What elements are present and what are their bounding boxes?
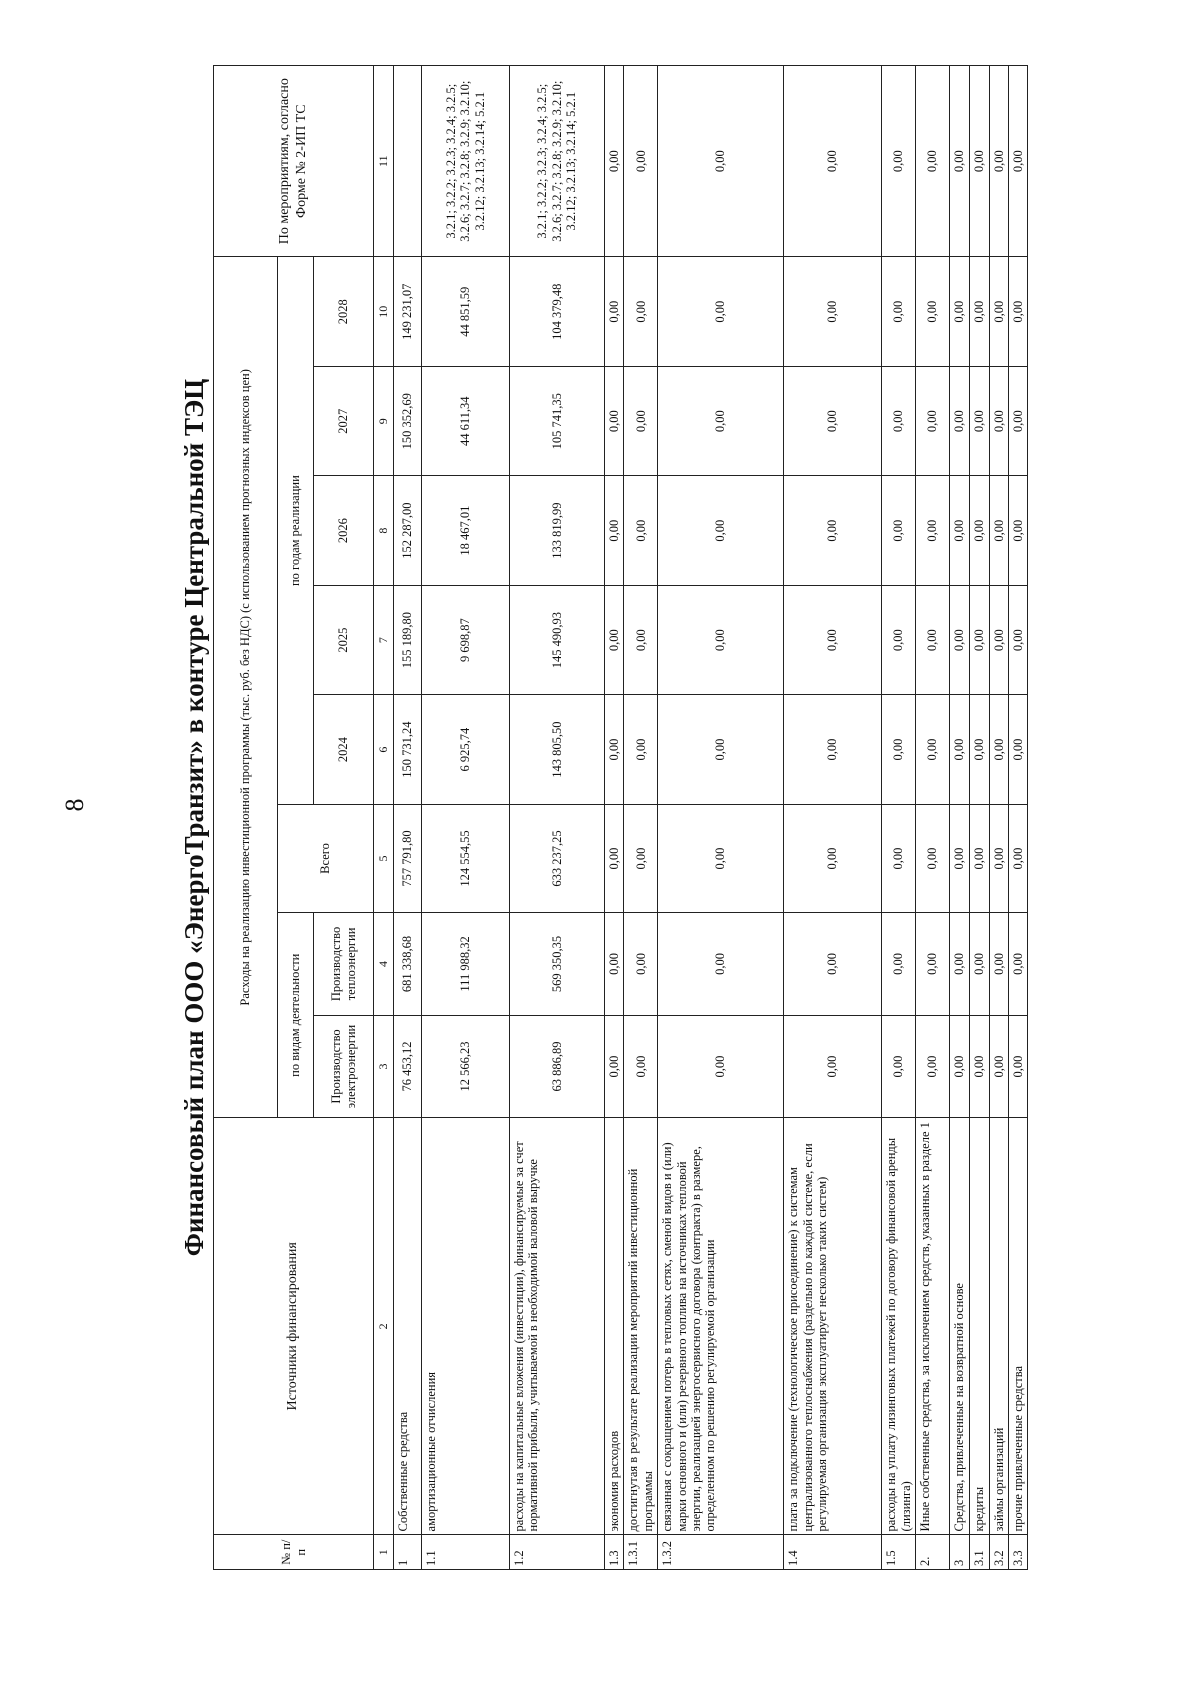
row-value: 150 352,69 [394,366,422,475]
landscape-page [175,65,1065,1570]
column-number: 3 [374,1015,394,1118]
row-value: 0,00 [950,913,970,1016]
row-value: 757 791,80 [394,804,422,912]
row-number: 3.1 [970,1535,989,1570]
row-value: 0,00 [784,695,882,804]
row-value: 0,00 [950,476,970,585]
row-value: 0,00 [989,804,1008,912]
financial-plan-table [213,65,1028,1570]
row-value: 0,00 [605,913,624,1016]
header-row-1 [214,66,278,1570]
row-value: 104 379,48 [510,257,605,367]
row-measures: 0,00 [970,66,989,257]
column-number: 1 [374,1535,394,1570]
row-value: 0,00 [882,804,916,912]
header-year: 2026 [314,476,374,585]
row-value: 633 237,25 [510,804,605,912]
row-value: 0,00 [605,257,624,367]
row-value: 0,00 [916,257,950,367]
row-value: 0,00 [624,585,658,694]
row-value: 149 231,07 [394,257,422,367]
row-value: 0,00 [1008,1015,1027,1118]
row-measures: 0,00 [784,66,882,257]
row-value: 0,00 [784,476,882,585]
row-value: 0,00 [989,476,1008,585]
row-value: 0,00 [1008,257,1027,367]
table-row [784,66,882,1570]
column-number-row [374,66,394,1570]
row-value: 0,00 [916,913,950,1016]
row-value: 0,00 [970,695,989,804]
table-row [605,66,624,1570]
row-source-name: экономия расходов [605,1118,624,1535]
row-number: 1.4 [784,1535,882,1570]
row-value: 0,00 [882,913,916,1016]
row-value: 0,00 [950,585,970,694]
row-value: 0,00 [882,257,916,367]
row-number: 3.3 [1008,1535,1027,1570]
column-number: 8 [374,476,394,585]
row-value: 0,00 [916,476,950,585]
row-value: 9 698,87 [422,585,510,694]
header-total: Всего [278,804,374,912]
row-value: 0,00 [658,695,784,804]
row-source-name: займы организаций [989,1118,1008,1535]
row-value: 0,00 [784,366,882,475]
column-number: 10 [374,257,394,367]
table-row [882,66,916,1570]
row-source-name: расходы на уплату лизинговых платежей по договору финансовой аренды (лизинга) [882,1118,916,1535]
row-value: 0,00 [1008,366,1027,475]
row-source-name: кредиты [970,1118,989,1535]
row-measures: 0,00 [624,66,658,257]
table-row [989,66,1008,1570]
row-value: 0,00 [1008,476,1027,585]
row-measures: 3.2.1; 3.2.2; 3.2.3; 3.2.4; 3.2.5; 3.2.6; 3.2.7; 3.2.8; 3.2.9; 3.2.10; 3.2.12; 3.2.13; 3.2.14; 5.2.1 [422,66,510,257]
row-value: 0,00 [916,804,950,912]
row-value: 0,00 [882,476,916,585]
row-value: 0,00 [989,695,1008,804]
row-number: 3 [950,1535,970,1570]
row-source-name: достигнутая в результате реализации мероприятий инвестиционной программы [624,1118,658,1535]
row-number: 2. [916,1535,950,1570]
table-row [624,66,658,1570]
table-row [970,66,989,1570]
row-value: 0,00 [950,366,970,475]
row-value: 0,00 [950,257,970,367]
table-body [394,66,1028,1570]
row-value: 111 988,32 [422,913,510,1016]
row-value: 0,00 [658,366,784,475]
row-source-name: прочие привлеченные средства [1008,1118,1027,1535]
row-value: 0,00 [970,257,989,367]
header-measures: По мероприятиям, согласно Форме № 2-ИП ТС [214,66,374,257]
row-value: 0,00 [605,476,624,585]
row-value: 0,00 [784,585,882,694]
row-measures [394,66,422,257]
row-number: 1.3.2 [658,1535,784,1570]
row-value: 0,00 [624,804,658,912]
row-number: 1 [394,1535,422,1570]
row-value: 0,00 [624,257,658,367]
row-value: 0,00 [658,1015,784,1118]
table-row [658,66,784,1570]
row-value: 0,00 [970,804,989,912]
row-value: 12 566,23 [422,1015,510,1118]
header-year: 2025 [314,585,374,694]
column-number: 5 [374,804,394,912]
row-value: 0,00 [1008,913,1027,1016]
table-row [510,66,605,1570]
row-value: 0,00 [605,585,624,694]
table-row [422,66,510,1570]
row-value: 0,00 [1008,585,1027,694]
column-number: 4 [374,913,394,1016]
row-measures: 0,00 [882,66,916,257]
row-value: 0,00 [658,585,784,694]
row-measures: 0,00 [916,66,950,257]
column-number: 9 [374,366,394,475]
header-source: Источники финансирования [214,1118,374,1535]
row-measures: 0,00 [658,66,784,257]
row-value: 0,00 [970,1015,989,1118]
row-value: 0,00 [1008,804,1027,912]
column-number: 2 [374,1118,394,1535]
header-year: 2027 [314,366,374,475]
row-value: 0,00 [989,1015,1008,1118]
row-value: 0,00 [882,695,916,804]
document-title: Финансовый план ООО «ЭнергоТранзит» в контуре Центральной ТЭЦ [179,378,209,1257]
row-value: 155 189,80 [394,585,422,694]
table-row [916,66,950,1570]
header-year: 2028 [314,257,374,367]
row-measures: 0,00 [605,66,624,257]
row-value: 6 925,74 [422,695,510,804]
column-number: 7 [374,585,394,694]
row-value: 0,00 [784,913,882,1016]
row-measures: 0,00 [1008,66,1027,257]
page-number: 8 [60,798,89,812]
row-value: 44 611,34 [422,366,510,475]
row-value: 63 886,89 [510,1015,605,1118]
column-number: 6 [374,695,394,804]
row-value: 0,00 [658,804,784,912]
row-value: 0,00 [916,585,950,694]
row-value: 569 350,35 [510,913,605,1016]
row-number: 1.1 [422,1535,510,1570]
row-value: 0,00 [658,476,784,585]
row-source-name: связанная с сокращением потерь в тепловых сетях, сменой видов и (или) марки основного и (или) резервного топлива на источниках тепловой энергии, реализацией энергосервисного договора (контракта) в размере, определенном по решению регулируемой организации [658,1118,784,1535]
row-value: 681 338,68 [394,913,422,1016]
row-value: 0,00 [784,804,882,912]
row-value: 0,00 [989,366,1008,475]
row-number: 1.2 [510,1535,605,1570]
row-value: 0,00 [784,1015,882,1118]
row-value: 76 453,12 [394,1015,422,1118]
header-expenses: Расходы на реализацию инвестиционной программы (тыс. руб. без НДС) (с использованием прогнозных индексов цен) [214,257,278,1118]
header-num: № п/п [214,1535,374,1570]
row-value: 0,00 [1008,695,1027,804]
row-value: 0,00 [916,695,950,804]
row-value: 0,00 [624,1015,658,1118]
header-by-year: по годам реализации [278,257,314,804]
row-measures: 0,00 [950,66,970,257]
row-value: 0,00 [624,476,658,585]
row-value: 0,00 [970,476,989,585]
header-by-activity: по видам деятельности [278,913,314,1118]
row-value: 0,00 [989,585,1008,694]
row-source-name: амортизационные отчисления [422,1118,510,1535]
row-source-name: плата за подключение (технологическое присоединение) к системам централизованного теплоснабжения (раздельно по каждой системе, если регулируемая организация эксплуатирует несколько таких систем) [784,1118,882,1535]
row-value: 0,00 [916,366,950,475]
row-measures: 0,00 [989,66,1008,257]
row-number: 1.5 [882,1535,916,1570]
row-value: 0,00 [950,1015,970,1118]
row-value: 0,00 [605,695,624,804]
row-value: 0,00 [989,257,1008,367]
row-value: 145 490,93 [510,585,605,694]
row-value: 0,00 [882,585,916,694]
row-value: 152 287,00 [394,476,422,585]
row-value: 0,00 [658,257,784,367]
table-row [394,66,422,1570]
row-value: 133 819,99 [510,476,605,585]
row-value: 0,00 [882,1015,916,1118]
row-value: 18 467,01 [422,476,510,585]
row-number: 3.2 [989,1535,1008,1570]
row-value: 105 741,35 [510,366,605,475]
row-value: 0,00 [989,913,1008,1016]
header-heat: Производство теплоэнергии [314,913,374,1016]
row-value: 0,00 [950,695,970,804]
row-value: 0,00 [624,695,658,804]
row-number: 1.3 [605,1535,624,1570]
row-value: 0,00 [624,913,658,1016]
row-value: 143 805,50 [510,695,605,804]
row-value: 0,00 [882,366,916,475]
table-row [1008,66,1027,1570]
row-value: 124 554,55 [422,804,510,912]
row-value: 0,00 [970,913,989,1016]
column-number: 11 [374,66,394,257]
row-value: 0,00 [970,585,989,694]
row-number: 1.3.1 [624,1535,658,1570]
row-value: 0,00 [950,804,970,912]
row-value: 0,00 [624,366,658,475]
row-source-name: Иные собственные средства, за исключением средств, указанных в разделе 1 [916,1118,950,1535]
row-source-name: Средства, привлеченные на возвратной основе [950,1118,970,1535]
header-electricity: Производство электроэнергии [314,1015,374,1118]
row-value: 150 731,24 [394,695,422,804]
header-year: 2024 [314,695,374,804]
row-value: 0,00 [784,257,882,367]
row-value: 0,00 [605,1015,624,1118]
row-value: 0,00 [605,366,624,475]
table-row [950,66,970,1570]
row-value: 0,00 [916,1015,950,1118]
row-value: 0,00 [605,804,624,912]
row-value: 0,00 [658,913,784,1016]
row-measures: 3.2.1; 3.2.2; 3.2.3; 3.2.4; 3.2.5; 3.2.6; 3.2.7; 3.2.8; 3.2.9; 3.2.10; 3.2.12; 3.2.13; 3.2.14; 5.2.1 [510,66,605,257]
row-value: 44 851,59 [422,257,510,367]
row-value: 0,00 [970,366,989,475]
row-source-name: Собственные средства [394,1118,422,1535]
row-source-name: расходы на капитальные вложения (инвестиции), финансируемые за счет нормативной прибыли, учитываемой в необходимой валовой выручке [510,1118,605,1535]
